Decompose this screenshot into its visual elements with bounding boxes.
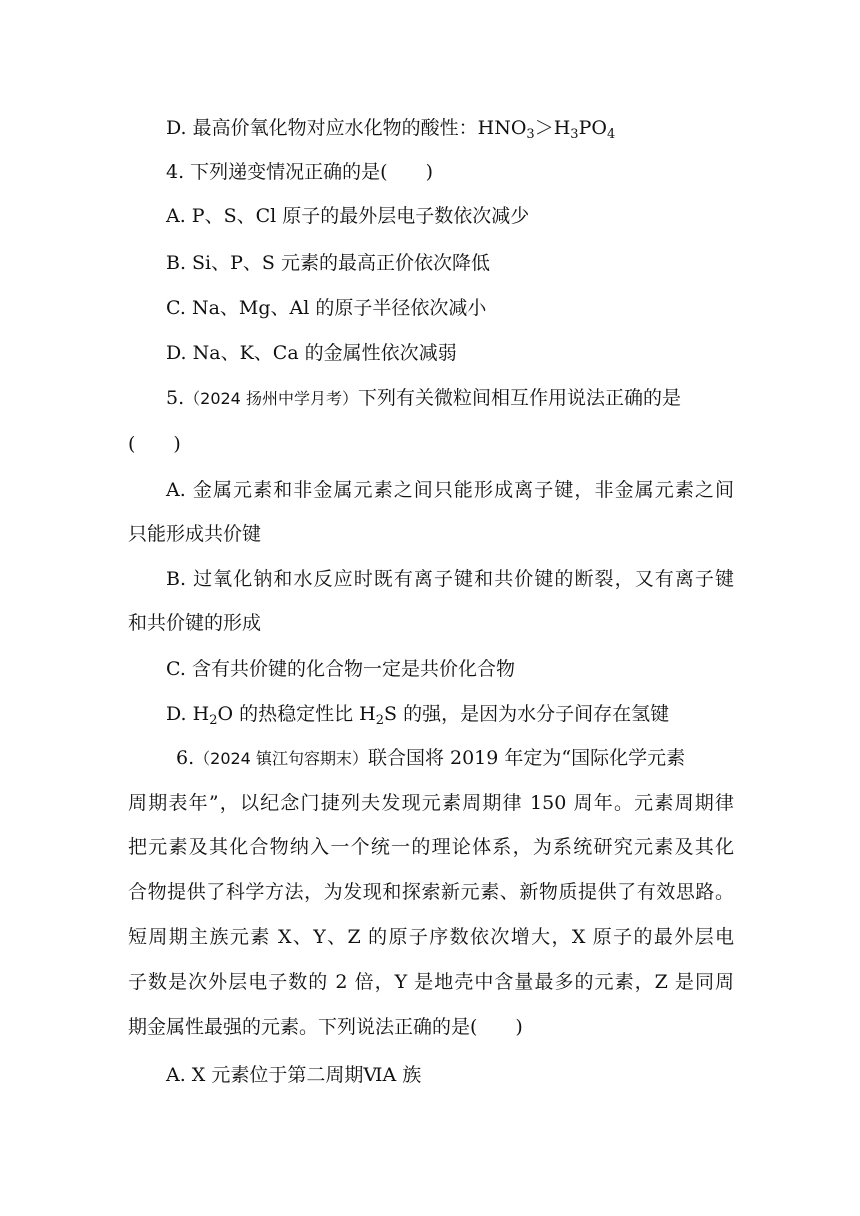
- q5-option-b-line1: B. 过氧化钠和水反应时既有离子键和共价键的断裂，又有离子键: [166, 568, 734, 590]
- q6-stem-line6: 子数是次外层电子数的 2 倍，Y 是地壳中含量最多的元素，Z 是同周: [128, 971, 734, 993]
- q4-option-d: D. Na、K、Ca 的金属性依次减弱: [166, 342, 457, 364]
- q5-source: （2024 扬州中学月考）: [184, 389, 358, 408]
- q6-option-a: A. X 元素位于第二周期ⅥA 族: [166, 1064, 422, 1086]
- q4-option-a: A. P、S、Cl 原子的最外层电子数依次减少: [166, 205, 530, 227]
- q6-stem-line4: 合物提供了科学方法，为发现和探索新元素、新物质提供了有效思路。: [128, 881, 734, 903]
- q6-stem-line7: 期金属性最强的元素。下列说法正确的是( ): [128, 1016, 523, 1038]
- q5-option-a-line2: 只能形成共价键: [128, 523, 262, 545]
- q5-answer-paren: ( ): [128, 433, 181, 455]
- q5-stem: 5.（2024 扬州中学月考）下列有关微粒间相互作用说法正确的是: [166, 387, 681, 409]
- q6-stem-line1: 6.（2024 镇江句容期末）联合国将 2019 年定为“国际化学元素: [176, 747, 686, 769]
- q5-option-b-line2: 和共价键的形成: [128, 612, 262, 634]
- q4-option-b: B. Si、P、S 元素的最高正价依次降低: [166, 252, 490, 274]
- q5-option-c: C. 含有共价键的化合物一定是共价化合物: [166, 658, 515, 680]
- q6-source: （2024 镇江句容期末）: [194, 749, 368, 768]
- q4-option-c: C. Na、Mg、Al 的原子半径依次减小: [166, 297, 487, 319]
- q6-stem-line3: 把元素及其化合物纳入一个统一的理论体系，为系统研究元素及其化: [128, 836, 734, 858]
- q3-option-d: D. 最高价氧化物对应水化物的酸性：$HNO_3>H_3PO_4$: [166, 117, 616, 142]
- q6-stem-line2: 周期表年”，以纪念门捷列夫发现元素周期律 150 周年。元素周期律: [128, 792, 734, 814]
- q4-stem: 4. 下列递变情况正确的是( ): [166, 161, 433, 183]
- q6-stem-line5: 短周期主族元素 X、Y、Z 的原子序数依次增大，X 原子的最外层电: [128, 926, 734, 948]
- q5-option-a-line1: A. 金属元素和非金属元素之间只能形成离子键，非金属元素之间: [166, 479, 734, 501]
- q5-option-d: D. $H_2O$ 的热稳定性比 $H_2S$ 的强，是因为水分子间存在氢键: [166, 703, 670, 728]
